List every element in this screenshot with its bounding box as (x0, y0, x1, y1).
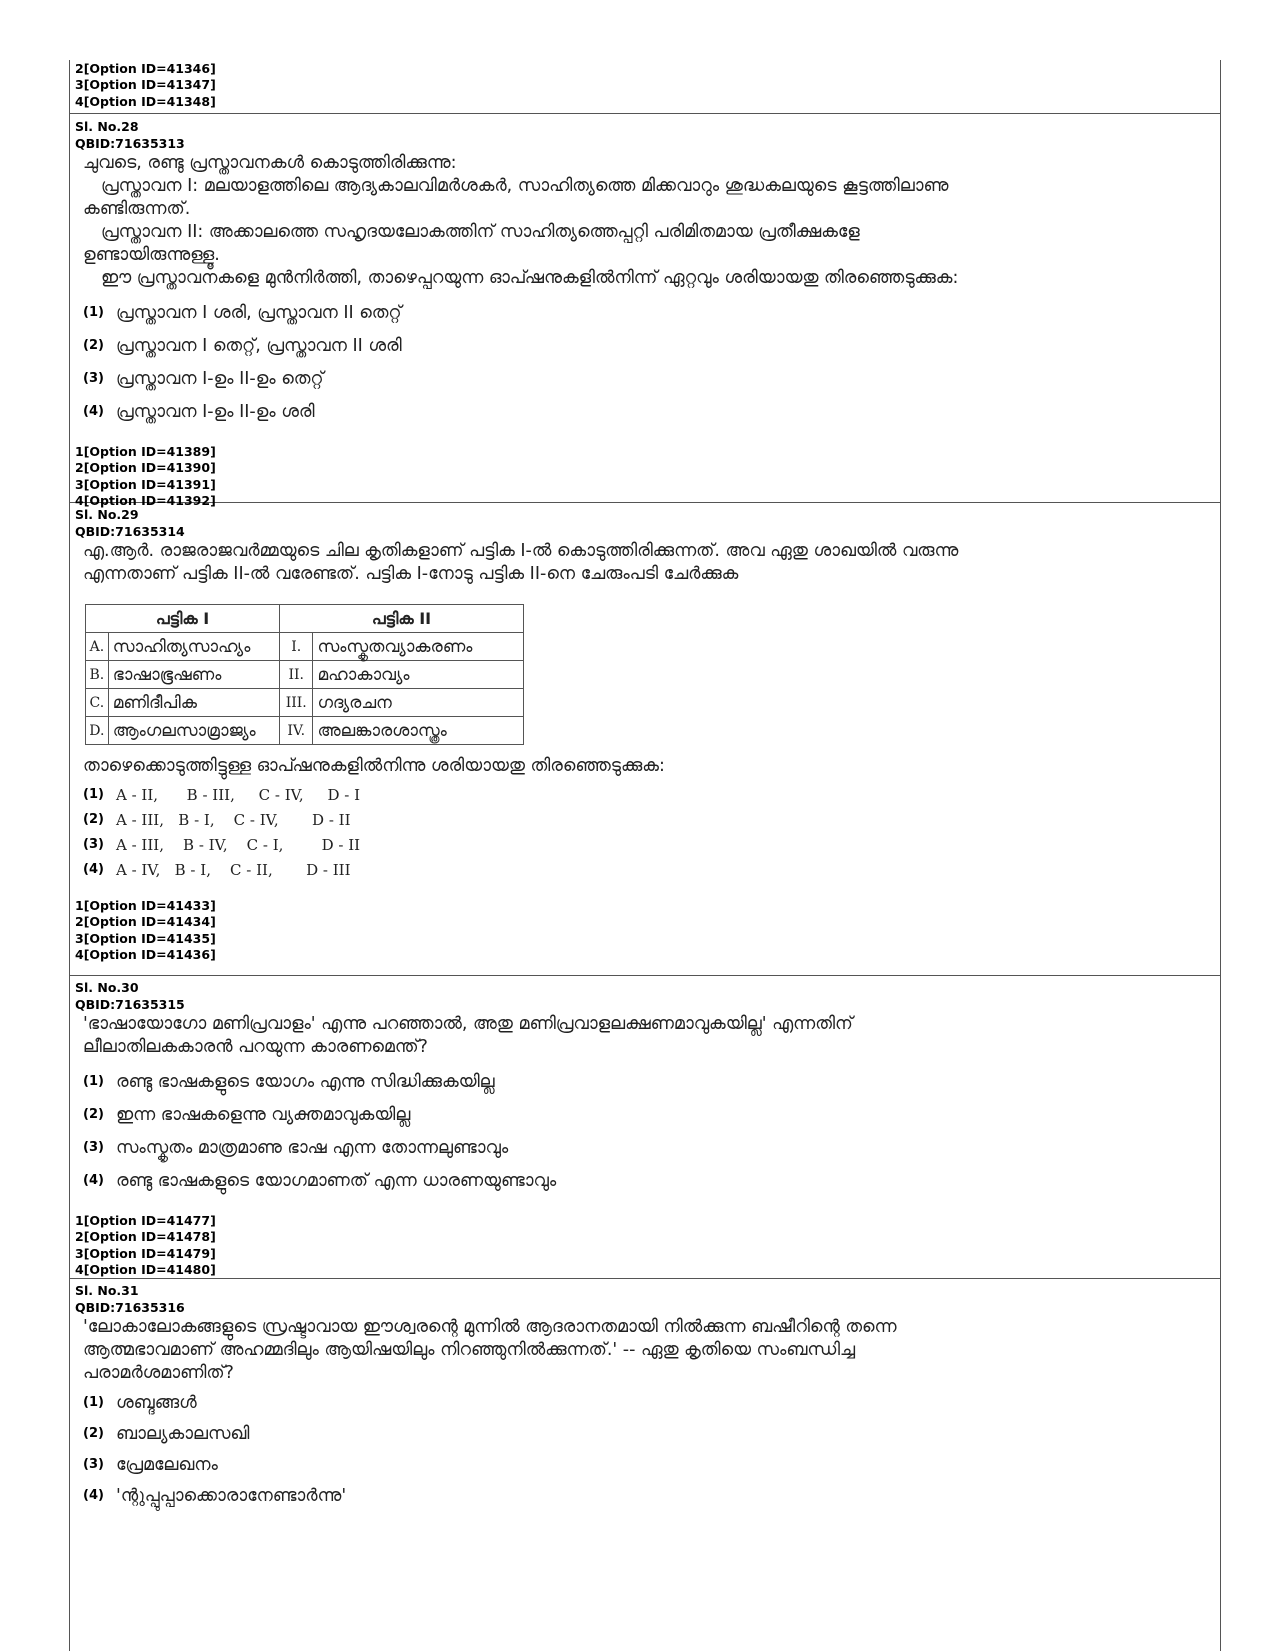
table-row (86, 633, 524, 661)
answer-option[interactable] (75, 782, 1220, 807)
question-line: ഈ പ്രസ്താവനകളെ മുൻനിർത്തി, താഴെപ്പറയുന്ന ഓപ്ഷനുകളിൽനിന്ന് ഏറ്റവും ശരിയായതു തിരഞ്ഞെടുക്കുക: (101, 268, 959, 288)
table-cell: ഭാഷാഭൂഷണം (108, 661, 279, 689)
table-header-list-1: പട്ടിക I (86, 605, 280, 633)
option-number: (3) (83, 837, 104, 852)
question-line: ആത്മഭാവമാണ് അഹമ്മദിലും ആയിഷയിലും നിറഞ്ഞുനിൽക്കുന്നത്.' -- ഏതു കൃതിയെ സംബന്ധിച്ച (83, 1340, 856, 1360)
answer-option[interactable] (75, 1418, 1220, 1449)
option-text: പ്രസ്താവന I ശരി, പ്രസ്താവന II തെറ്റ് (116, 302, 402, 323)
answer-option[interactable] (75, 1131, 1220, 1164)
question-31 (70, 1279, 1220, 1511)
option-text: A - II, B - III, C - IV, D - I (116, 785, 361, 804)
option-text: ശബ്ദങ്ങൾ (116, 1392, 197, 1413)
question-29 (70, 503, 1220, 976)
option-ids (75, 1213, 1220, 1278)
option-text: ഇന്ന ഭാഷകളെന്നു വ്യക്തമാവുകയില്ല (116, 1104, 411, 1125)
option-text: പ്രേമലേഖനം (116, 1454, 218, 1475)
answer-option[interactable] (75, 1098, 1220, 1131)
option-id: 1[Option ID=41477] (75, 1213, 216, 1228)
option-number: (3) (83, 371, 104, 386)
answer-option[interactable] (75, 1449, 1220, 1480)
option-text: രണ്ടു ഭാഷകളുടെ യോഗമാണത് എന്ന ധാരണയുണ്ടാവും (116, 1170, 557, 1191)
question-line: എ.ആർ. രാജരാജവർമ്മയുടെ ചില കൃതികളാണ് പട്ടിക I-ൽ കൊടുത്തിരിക്കുന്നത്. അവ ഏതു ശാഖയിൽ വരുന്നു (83, 541, 959, 561)
answer-option[interactable] (75, 1387, 1220, 1418)
option-text: സംസ്കൃതം മാത്രമാണു ഭാഷ എന്ന തോന്നലുണ്ടാവും (116, 1137, 509, 1158)
table-cell: II. (280, 661, 313, 689)
serial-number: Sl. No.29 (75, 507, 139, 522)
question-text (75, 1316, 1220, 1385)
option-number: (4) (83, 1488, 104, 1503)
option-number: (4) (83, 1173, 104, 1188)
answer-option[interactable] (75, 1164, 1220, 1197)
option-number: (4) (83, 862, 104, 877)
answer-option[interactable] (75, 857, 1220, 882)
question-line: 'ലോകാലോകങ്ങളുടെ സ്രഷ്ടാവായ ഈശ്വരന്റെ മുന്നിൽ ആദരാനതമായി നിൽക്കുന്ന ബഷീറിന്റെ തന്നെ (83, 1317, 897, 1337)
table-cell: ആംഗലസാമ്രാജ്യം (108, 717, 279, 745)
answer-option[interactable] (75, 329, 1220, 362)
option-number: (4) (83, 404, 104, 419)
option-number: (1) (83, 305, 104, 320)
option-text: പ്രസ്താവന I-ഉം II-ഉം തെറ്റ് (116, 368, 324, 389)
option-number: (3) (83, 1140, 104, 1155)
option-text: രണ്ടു ഭാഷകളുടെ യോഗം എന്നു സിദ്ധിക്കുകയില്ല (116, 1071, 495, 1092)
question-line: ലീലാതിലകകാരൻ പറയുന്ന കാരണമെന്ത്? (83, 1037, 428, 1057)
option-id: 3[Option ID=41435] (75, 930, 216, 946)
option-number: (1) (83, 1074, 104, 1089)
question-text (75, 540, 1220, 586)
option-id: 4[Option ID=41392] (75, 492, 216, 508)
option-id: 1[Option ID=41433] (75, 898, 216, 913)
option-ids (75, 898, 1220, 963)
table-cell: അലങ്കാരശാസ്ത്രം (313, 717, 524, 745)
option-text: പ്രസ്താവന I-ഉം II-ഉം ശരി (116, 401, 315, 422)
answer-option[interactable] (75, 1480, 1220, 1511)
question-line: കണ്ടിരുന്നത്. (83, 199, 191, 219)
answer-option[interactable] (75, 362, 1220, 395)
option-id: 3[Option ID=41347] (75, 77, 216, 93)
answer-option[interactable] (75, 1065, 1220, 1098)
question-instruction: താഴെക്കൊടുത്തിട്ടുള്ള ഓപ്ഷനുകളിൽനിന്നു ശരിയായതു തിരഞ്ഞെടുക്കുക: (83, 756, 665, 776)
table-cell: മഹാകാവ്യം (313, 661, 524, 689)
answer-option[interactable] (75, 395, 1220, 428)
qbid: QBID:71635316 (75, 1299, 185, 1315)
answer-option[interactable] (75, 296, 1220, 329)
option-id: 2[Option ID=41346] (75, 61, 216, 76)
question-line: പരാമർശമാണിത്? (83, 1363, 234, 1383)
previous-option-ids (70, 60, 1220, 114)
table-row (86, 717, 524, 745)
option-text: ബാല്യകാലസഖി (116, 1423, 250, 1444)
qbid: QBID:71635315 (75, 996, 185, 1012)
option-id: 1[Option ID=41389] (75, 444, 216, 459)
question-frame (69, 60, 1221, 1651)
question-line: പ്രസ്താവന II: അക്കാലത്തെ സഹൃദയലോകത്തിന് സാഹിത്യത്തെപ്പറ്റി പരിമിതമായ പ്രതീക്ഷകളേ (101, 222, 860, 242)
question-line: പ്രസ്താവന I: മലയാളത്തിലെ ആദ്യകാലവിമർശകർ, സാഹിത്യത്തെ മിക്കവാറും ശുദ്ധകലയുടെ കൂട്ടത്തിലാണു (101, 176, 949, 196)
option-text: 'ന്റുപ്പുപ്പാക്കൊരാനേണ്ടാർന്നു' (116, 1485, 347, 1506)
option-text: A - III, B - I, C - IV, D - II (116, 810, 351, 829)
option-id: 4[Option ID=41480] (75, 1261, 216, 1277)
table-cell: മണിദീപിക (108, 689, 279, 717)
answer-option[interactable] (75, 832, 1220, 857)
option-text: A - III, B - IV, C - I, D - II (116, 835, 361, 854)
table-cell: ഗദ്യരചന (313, 689, 524, 717)
option-number: (2) (83, 1426, 104, 1441)
option-number: (1) (83, 1395, 104, 1410)
table-cell: I. (280, 633, 313, 661)
option-id: 2[Option ID=41478] (75, 1229, 216, 1245)
option-number: (2) (83, 338, 104, 353)
match-table (85, 604, 524, 745)
table-header-list-2: പട്ടിക II (280, 605, 524, 633)
answer-option[interactable] (75, 807, 1220, 832)
option-ids (75, 444, 1220, 509)
option-id: 2[Option ID=41390] (75, 460, 216, 476)
question-line: ഉണ്ടായിരുന്നുള്ളൂ. (83, 245, 220, 265)
table-cell: A. (86, 633, 109, 661)
table-row (86, 661, 524, 689)
table-cell: D. (86, 717, 109, 745)
option-id: 4[Option ID=41348] (75, 93, 216, 109)
question-line: 'ഭാഷായോഗോ മണിപ്രവാളം' എന്നു പറഞ്ഞാൽ, അതു മണിപ്രവാളലക്ഷണമാവുകയില്ല' എന്നതിന് (83, 1014, 853, 1034)
table-cell: സാഹിത്യസാഹ്യം (108, 633, 279, 661)
option-number: (2) (83, 1107, 104, 1122)
table-cell: III. (280, 689, 313, 717)
option-number: (1) (83, 787, 104, 802)
serial-number: Sl. No.31 (75, 1283, 139, 1298)
table-cell: സംസ്കൃതവ്യാകരണം (313, 633, 524, 661)
question-28 (70, 114, 1220, 508)
table-cell: IV. (280, 717, 313, 745)
qbid: QBID:71635313 (75, 135, 185, 151)
serial-number: Sl. No.30 (75, 980, 139, 995)
qbid: QBID:71635314 (75, 523, 185, 539)
question-30 (70, 976, 1220, 1279)
option-text: A - IV, B - I, C - II, D - III (116, 860, 351, 879)
question-line: എന്നതാണ് പട്ടിക II-ൽ വരേണ്ടത്. പട്ടിക I-നോടു പട്ടിക II-നെ ചേരുംപടി ചേർക്കുക (83, 564, 739, 584)
table-cell: C. (86, 689, 109, 717)
question-text (75, 152, 1220, 290)
option-id: 2[Option ID=41434] (75, 914, 216, 930)
option-number: (3) (83, 1457, 104, 1472)
option-text: പ്രസ്താവന I തെറ്റ്, പ്രസ്താവന II ശരി (116, 335, 402, 356)
option-number: (2) (83, 812, 104, 827)
table-row (86, 689, 524, 717)
question-line: ചുവടെ, രണ്ടു പ്രസ്താവനകൾ കൊടുത്തിരിക്കുന്നു: (83, 153, 457, 173)
option-id: 3[Option ID=41479] (75, 1245, 216, 1261)
table-cell: B. (86, 661, 109, 689)
serial-number: Sl. No.28 (75, 119, 139, 134)
question-text (75, 1013, 1220, 1059)
option-id: 4[Option ID=41436] (75, 946, 216, 962)
option-id: 3[Option ID=41391] (75, 476, 216, 492)
